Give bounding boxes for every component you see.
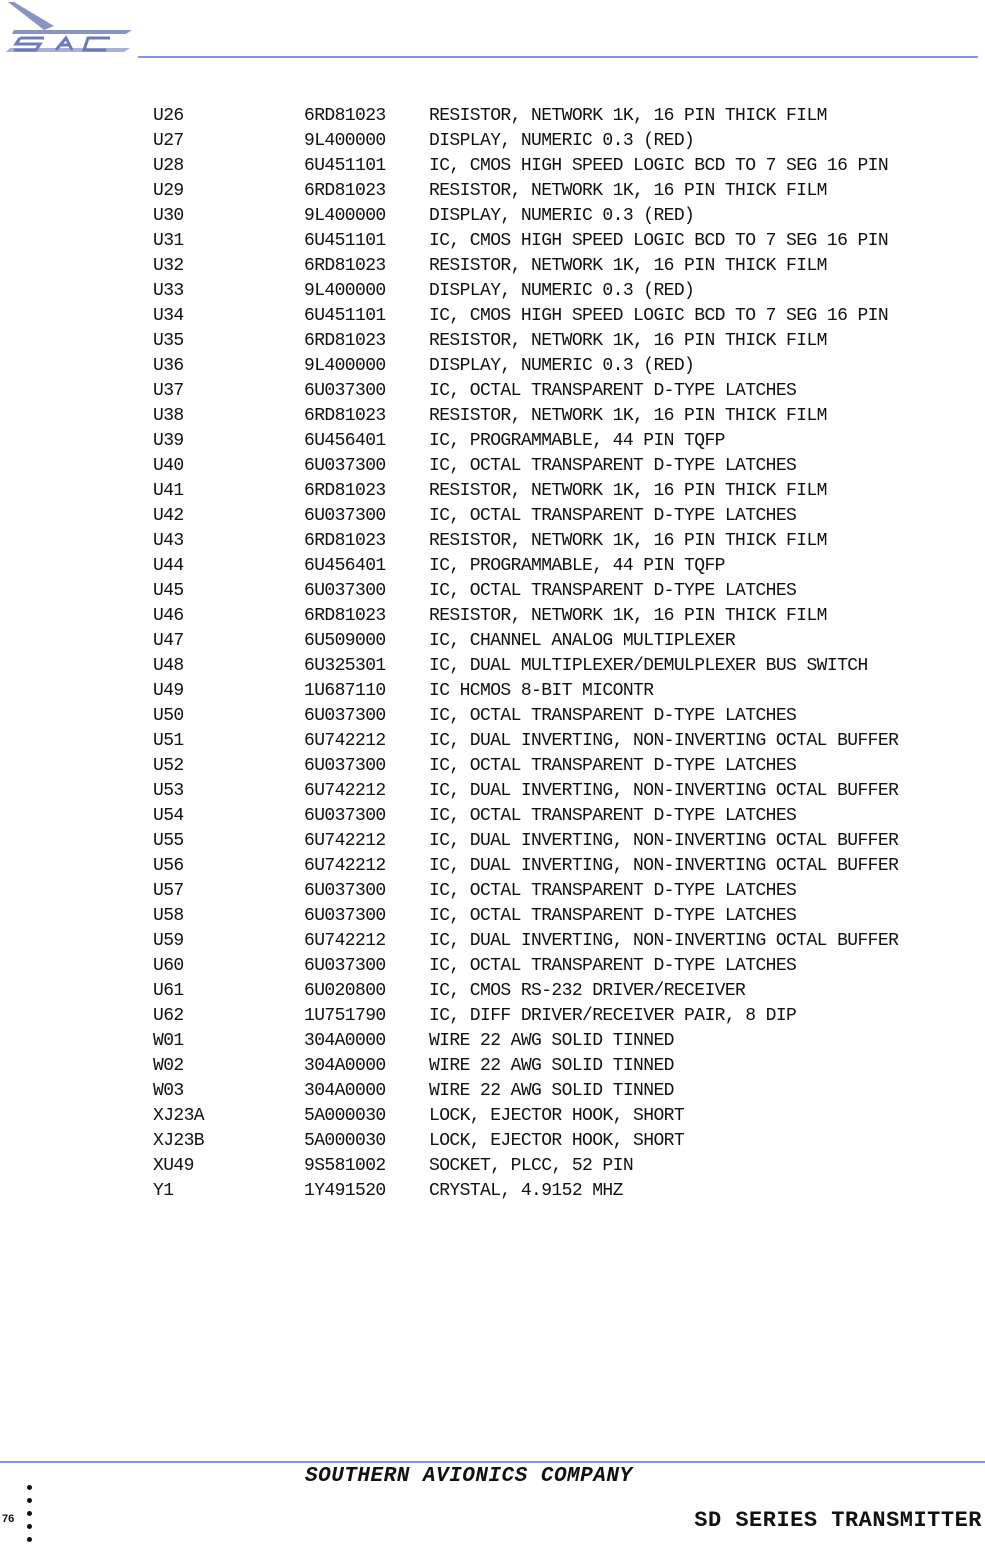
part-number: 304A0000 (304, 1031, 386, 1051)
part-description: RESISTOR, NETWORK 1K, 16 PIN THICK FILM (429, 531, 827, 551)
part-row (153, 1179, 953, 1204)
part-ref: U35 (153, 331, 184, 351)
part-number: 6U325301 (304, 656, 386, 676)
part-row (153, 954, 953, 979)
part-description: IC, DUAL INVERTING, NON-INVERTING OCTAL BUFFER (429, 731, 899, 751)
part-ref: U30 (153, 206, 184, 226)
part-description: IC, OCTAL TRANSPARENT D-TYPE LATCHES (429, 456, 797, 476)
part-description: LOCK, EJECTOR HOOK, SHORT (429, 1106, 685, 1126)
part-description: DISPLAY, NUMERIC 0.3 (RED) (429, 356, 695, 376)
part-number: 6U037300 (304, 806, 386, 826)
part-row (153, 829, 953, 854)
part-description: IC, OCTAL TRANSPARENT D-TYPE LATCHES (429, 956, 797, 976)
page-number: 76 (2, 1513, 15, 1525)
part-row (153, 704, 953, 729)
part-ref: U43 (153, 531, 184, 551)
part-row (153, 729, 953, 754)
part-row (153, 554, 953, 579)
part-description: RESISTOR, NETWORK 1K, 16 PIN THICK FILM (429, 106, 827, 126)
part-ref: U54 (153, 806, 184, 826)
part-ref: U36 (153, 356, 184, 376)
part-number: 6RD81023 (304, 406, 386, 426)
part-row (153, 1079, 953, 1104)
part-number: 5A000030 (304, 1106, 386, 1126)
part-row (153, 1029, 953, 1054)
part-ref: W02 (153, 1056, 184, 1076)
margin-dots (27, 1485, 35, 1550)
part-ref: U51 (153, 731, 184, 751)
part-row (153, 154, 953, 179)
sac-logo (0, 0, 138, 66)
part-row (153, 254, 953, 279)
part-description: IC, DUAL INVERTING, NON-INVERTING OCTAL BUFFER (429, 831, 899, 851)
part-row (153, 779, 953, 804)
part-row (153, 429, 953, 454)
part-description: IC, OCTAL TRANSPARENT D-TYPE LATCHES (429, 806, 797, 826)
part-ref: U44 (153, 556, 184, 576)
part-number: 6RD81023 (304, 531, 386, 551)
part-row (153, 529, 953, 554)
part-description: IC, OCTAL TRANSPARENT D-TYPE LATCHES (429, 506, 797, 526)
part-ref: U27 (153, 131, 184, 151)
part-row (153, 629, 953, 654)
part-ref: U33 (153, 281, 184, 301)
part-number: 6U451101 (304, 231, 386, 251)
header-rule (138, 56, 978, 58)
part-ref: W01 (153, 1031, 184, 1051)
part-ref: U57 (153, 881, 184, 901)
part-number: 6U020800 (304, 981, 386, 1001)
part-description: WIRE 22 AWG SOLID TINNED (429, 1056, 674, 1076)
part-row (153, 1004, 953, 1029)
part-row (153, 579, 953, 604)
part-number: 9L400000 (304, 281, 386, 301)
part-number: 6U742212 (304, 856, 386, 876)
footer-title: SD SERIES TRANSMITTER (694, 1508, 982, 1533)
part-number: 6RD81023 (304, 256, 386, 276)
part-row (153, 329, 953, 354)
part-description: DISPLAY, NUMERIC 0.3 (RED) (429, 281, 695, 301)
part-number: 6U451101 (304, 306, 386, 326)
part-number: 6U742212 (304, 731, 386, 751)
part-ref: Y1 (153, 1181, 174, 1201)
part-ref: U47 (153, 631, 184, 651)
part-ref: XJ23B (153, 1131, 205, 1151)
part-number: 6U456401 (304, 431, 386, 451)
part-row (153, 379, 953, 404)
part-description: RESISTOR, NETWORK 1K, 16 PIN THICK FILM (429, 181, 827, 201)
part-number: 6RD81023 (304, 181, 386, 201)
part-ref: U26 (153, 106, 184, 126)
part-number: 6RD81023 (304, 606, 386, 626)
part-description: IC, OCTAL TRANSPARENT D-TYPE LATCHES (429, 706, 797, 726)
part-number: 6U451101 (304, 156, 386, 176)
part-ref: U45 (153, 581, 184, 601)
part-number: 6U037300 (304, 756, 386, 776)
part-description: IC, CMOS HIGH SPEED LOGIC BCD TO 7 SEG 16 PIN (429, 306, 889, 326)
footer-rule (0, 1461, 985, 1463)
part-row (153, 229, 953, 254)
part-row (153, 604, 953, 629)
part-description: IC, CMOS HIGH SPEED LOGIC BCD TO 7 SEG 16 PIN (429, 231, 889, 251)
part-ref: XU49 (153, 1156, 194, 1176)
part-row (153, 204, 953, 229)
part-number: 6U037300 (304, 881, 386, 901)
part-description: IC, PROGRAMMABLE, 44 PIN TQFP (429, 556, 725, 576)
part-description: IC, OCTAL TRANSPARENT D-TYPE LATCHES (429, 381, 797, 401)
part-description: DISPLAY, NUMERIC 0.3 (RED) (429, 206, 695, 226)
part-ref: U50 (153, 706, 184, 726)
part-row (153, 1104, 953, 1129)
part-row (153, 104, 953, 129)
part-number: 6U742212 (304, 781, 386, 801)
part-number: 6U037300 (304, 906, 386, 926)
part-ref: U60 (153, 956, 184, 976)
parts-list (153, 104, 953, 1204)
part-ref: U46 (153, 606, 184, 626)
part-number: 304A0000 (304, 1056, 386, 1076)
part-ref: U61 (153, 981, 184, 1001)
part-number: 1U751790 (304, 1006, 386, 1026)
part-ref: U29 (153, 181, 184, 201)
part-description: DISPLAY, NUMERIC 0.3 (RED) (429, 131, 695, 151)
part-number: 9L400000 (304, 131, 386, 151)
part-row (153, 454, 953, 479)
part-row (153, 179, 953, 204)
part-ref: U59 (153, 931, 184, 951)
part-number: 9L400000 (304, 206, 386, 226)
part-description: IC, DUAL INVERTING, NON-INVERTING OCTAL BUFFER (429, 931, 899, 951)
part-row (153, 804, 953, 829)
part-row (153, 1054, 953, 1079)
part-description: RESISTOR, NETWORK 1K, 16 PIN THICK FILM (429, 481, 827, 501)
part-number: 1Y491520 (304, 1181, 386, 1201)
part-description: IC, DUAL INVERTING, NON-INVERTING OCTAL BUFFER (429, 856, 899, 876)
part-description: IC, DUAL INVERTING, NON-INVERTING OCTAL BUFFER (429, 781, 899, 801)
part-number: 1U687110 (304, 681, 386, 701)
part-description: CRYSTAL, 4.9152 MHZ (429, 1181, 623, 1201)
part-ref: U49 (153, 681, 184, 701)
part-ref: U48 (153, 656, 184, 676)
part-description: RESISTOR, NETWORK 1K, 16 PIN THICK FILM (429, 406, 827, 426)
part-ref: U38 (153, 406, 184, 426)
part-ref: XJ23A (153, 1106, 205, 1126)
part-number: 6RD81023 (304, 331, 386, 351)
part-row (153, 679, 953, 704)
part-number: 6U037300 (304, 456, 386, 476)
part-row (153, 304, 953, 329)
part-row (153, 354, 953, 379)
part-ref: U62 (153, 1006, 184, 1026)
part-ref: U37 (153, 381, 184, 401)
part-description: IC, OCTAL TRANSPARENT D-TYPE LATCHES (429, 906, 797, 926)
part-ref: U56 (153, 856, 184, 876)
part-row (153, 979, 953, 1004)
part-ref: U41 (153, 481, 184, 501)
part-description: IC, OCTAL TRANSPARENT D-TYPE LATCHES (429, 756, 797, 776)
part-ref: U31 (153, 231, 184, 251)
part-description: IC, CMOS RS-232 DRIVER/RECEIVER (429, 981, 746, 1001)
part-ref: U34 (153, 306, 184, 326)
part-number: 6U037300 (304, 381, 386, 401)
part-ref: W03 (153, 1081, 184, 1101)
part-number: 6U742212 (304, 831, 386, 851)
part-row (153, 279, 953, 304)
part-number: 9L400000 (304, 356, 386, 376)
part-number: 6U037300 (304, 706, 386, 726)
part-description: IC, DIFF DRIVER/RECEIVER PAIR, 8 DIP (429, 1006, 797, 1026)
part-ref: U58 (153, 906, 184, 926)
part-ref: U42 (153, 506, 184, 526)
part-description: IC, OCTAL TRANSPARENT D-TYPE LATCHES (429, 881, 797, 901)
part-description: IC, PROGRAMMABLE, 44 PIN TQFP (429, 431, 725, 451)
part-description: WIRE 22 AWG SOLID TINNED (429, 1081, 674, 1101)
part-ref: U28 (153, 156, 184, 176)
part-row (153, 929, 953, 954)
part-number: 9S581002 (304, 1156, 386, 1176)
part-number: 6U456401 (304, 556, 386, 576)
part-number: 6RD81023 (304, 481, 386, 501)
footer-company: SOUTHERN AVIONICS COMPANY (305, 1465, 633, 1488)
part-row (153, 504, 953, 529)
part-number: 6U037300 (304, 956, 386, 976)
part-number: 6U742212 (304, 931, 386, 951)
part-number: 6RD81023 (304, 106, 386, 126)
part-ref: U53 (153, 781, 184, 801)
part-description: IC, CMOS HIGH SPEED LOGIC BCD TO 7 SEG 16 PIN (429, 156, 889, 176)
part-description: SOCKET, PLCC, 52 PIN (429, 1156, 634, 1176)
part-row (153, 754, 953, 779)
part-row (153, 1154, 953, 1179)
part-description: IC, OCTAL TRANSPARENT D-TYPE LATCHES (429, 581, 797, 601)
part-description: IC, DUAL MULTIPLEXER/DEMULPLEXER BUS SWITCH (429, 656, 868, 676)
part-number: 6U037300 (304, 581, 386, 601)
part-number: 6U037300 (304, 506, 386, 526)
part-row (153, 129, 953, 154)
part-number: 304A0000 (304, 1081, 386, 1101)
part-row (153, 654, 953, 679)
part-ref: U40 (153, 456, 184, 476)
part-description: RESISTOR, NETWORK 1K, 16 PIN THICK FILM (429, 331, 827, 351)
part-number: 6U509000 (304, 631, 386, 651)
part-description: WIRE 22 AWG SOLID TINNED (429, 1031, 674, 1051)
part-row (153, 904, 953, 929)
part-description: RESISTOR, NETWORK 1K, 16 PIN THICK FILM (429, 256, 827, 276)
part-description: RESISTOR, NETWORK 1K, 16 PIN THICK FILM (429, 606, 827, 626)
part-ref: U39 (153, 431, 184, 451)
part-row (153, 1129, 953, 1154)
part-description: IC, CHANNEL ANALOG MULTIPLEXER (429, 631, 736, 651)
part-row (153, 879, 953, 904)
part-ref: U55 (153, 831, 184, 851)
part-row (153, 404, 953, 429)
part-number: 5A000030 (304, 1131, 386, 1151)
part-row (153, 854, 953, 879)
part-description: LOCK, EJECTOR HOOK, SHORT (429, 1131, 685, 1151)
part-row (153, 479, 953, 504)
part-description: IC HCMOS 8-BIT MICONTR (429, 681, 654, 701)
part-ref: U32 (153, 256, 184, 276)
part-ref: U52 (153, 756, 184, 776)
